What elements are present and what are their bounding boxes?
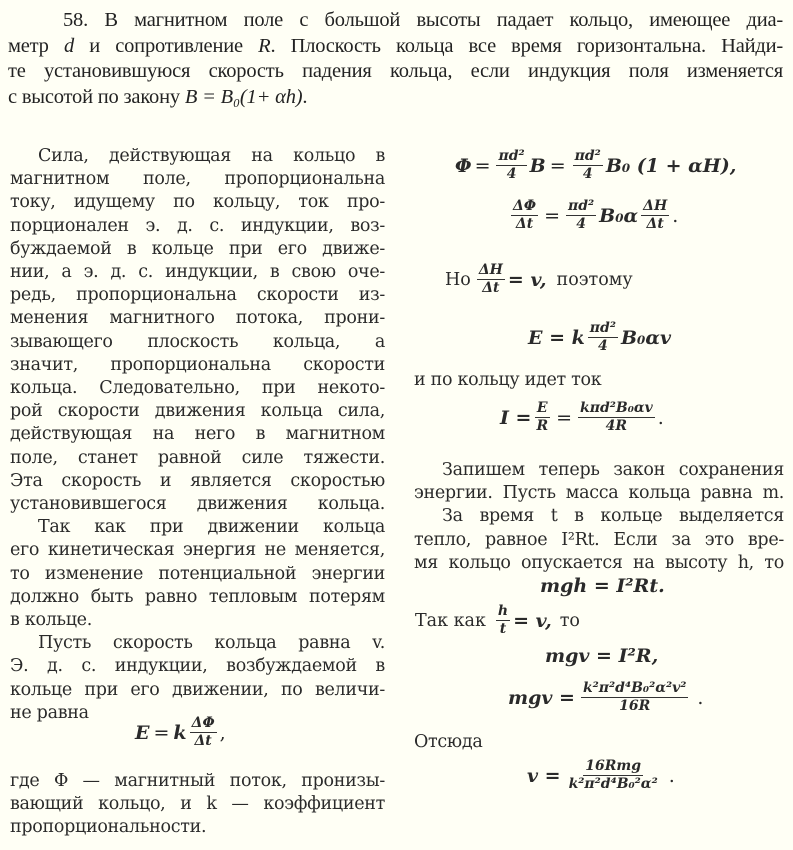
since-line: Так как $\frac{h}{t}$ = v, то: [415, 603, 580, 637]
text-line: току, идущему по кольцу, ток про-: [10, 192, 385, 213]
formula-mgh: mgh = I²Rt.: [540, 575, 665, 597]
text-line: энергии. Пусть масса кольца равна m.: [414, 483, 784, 504]
formula-emf: E = k $\frac{\Delta\Phi}{\Delta t}$ ,: [135, 715, 226, 749]
text-line: За время t в кольце выделяется: [442, 506, 784, 527]
text-line: значит, пропорциональна скорости: [10, 354, 385, 375]
text-line: кольца. Следовательно, при некото-: [10, 378, 385, 399]
text-line: где Φ — магнитный поток, пронизы-: [10, 771, 385, 791]
text-line: Запишем теперь закон сохранения: [442, 460, 784, 480]
text-line: порционален э. д. с. индукции, воз-: [10, 215, 385, 236]
text-line: установившегося движения кольца.: [10, 494, 385, 515]
text-line: кольце при его движении, по величи-: [10, 679, 385, 700]
formula-current: I = $\frac{E}{R}$ = $\frac{\text{kπd²B₀αv}}{4R}$ .: [500, 400, 664, 434]
formula-velocity: v = $\frac{\text{16Rmg}}{\text{k²π²d⁴B₀²α²}}$ .: [527, 758, 675, 792]
text-line: рой скорости движения кольца сила,: [10, 401, 385, 422]
text-line: в кольце.: [10, 610, 93, 631]
text-line: мя кольцо опускается на высоту h, то: [414, 552, 784, 573]
current-text: и по кольцу идет ток: [414, 370, 602, 390]
text-line: Сила, действующая на кольцо в: [38, 146, 385, 166]
var-d: d: [63, 34, 75, 57]
but-line: Но $\frac{\Delta H}{\Delta t}$ = v, поэтому: [445, 262, 633, 296]
problem-line-2: метр d и сопротивление R. Плоскость кольца все время горизонтальна. Найди-: [8, 34, 783, 57]
text-line: его кинетическая энергия не меняется,: [10, 540, 385, 561]
text-line: тепло, равное I²Rt. Если за это вре-: [414, 529, 784, 550]
text-line: редь, пропорциональна скорости из-: [10, 285, 385, 306]
solution-left-column: [10, 145, 385, 725]
text-line: буждаемой в кольце при его движе-: [10, 238, 385, 259]
text-line: Пусть скорость кольца равна v.: [38, 633, 385, 654]
text-line: Так как при движении кольца: [38, 517, 385, 538]
formula-dflux: $\frac{\Delta\Phi}{\Delta t}$ = $\frac{\text{πd²}}{4}$ B₀α $\frac{\Delta H}{\Delta t}$ .: [513, 198, 679, 232]
formula-mgv-1: mgv = I²R,: [545, 645, 659, 667]
text-line: магнитном поле, пропорциональна: [10, 169, 385, 190]
problem-line-3: те установившуюся скорость падения кольца, если индукция поля изменяется: [8, 60, 783, 82]
formula-flux: Φ = $\frac{\text{πd²}}{4}$ B = $\frac{\text{πd²}}{4}$ B₀ (1 + αH),: [455, 148, 737, 182]
problem-line-4: с высотой по закону B = B₀(1+ αh).: [8, 85, 308, 108]
formula-emf-2: E = k $\frac{\text{πd²}}{4}$ B₀αv: [528, 320, 672, 354]
text-line: менения магнитного потока, прони-: [10, 308, 385, 329]
hence-text: Отсюда: [414, 732, 483, 752]
text-line: действующая на него в магнитном: [10, 424, 385, 445]
formula-mgv-2: mgv = $\frac{\text{k²π²d⁴B₀²α²v²}}{16R}$ .: [508, 680, 704, 714]
fraction: $\frac{\Delta\Phi}{\Delta t}$: [191, 715, 215, 749]
problem-statement: [8, 8, 783, 110]
energy-paragraph: [414, 459, 784, 575]
text-line: то изменение потенциальной энергии: [10, 563, 385, 584]
problem-line-1: 58. В магнитном поле с большой высоты падает кольцо, имеющее диа-: [63, 9, 783, 31]
formula-B: B = B₀(1+ αh): [184, 85, 303, 108]
text-line: поле, станет равной силе тяжести.: [10, 447, 385, 468]
text-line: пропорциональности.: [10, 817, 207, 838]
text-line: нии, а э. д. с. индукции, в свою оче-: [10, 262, 385, 283]
text-line: Э. д. с. индукции, возбуждаемой в: [10, 656, 385, 677]
var-R: R: [258, 34, 271, 57]
text-line: Эта скорость и является скоростью: [10, 470, 385, 491]
text-line: не равна: [10, 702, 89, 723]
text-line: вающий кольцо, и k — коэффициент: [10, 794, 385, 815]
text-line: зывающего плоскость кольца, а: [10, 331, 385, 352]
text-line: должно быть равно тепловым потерям: [10, 586, 385, 607]
solution-left-after: [10, 770, 385, 840]
